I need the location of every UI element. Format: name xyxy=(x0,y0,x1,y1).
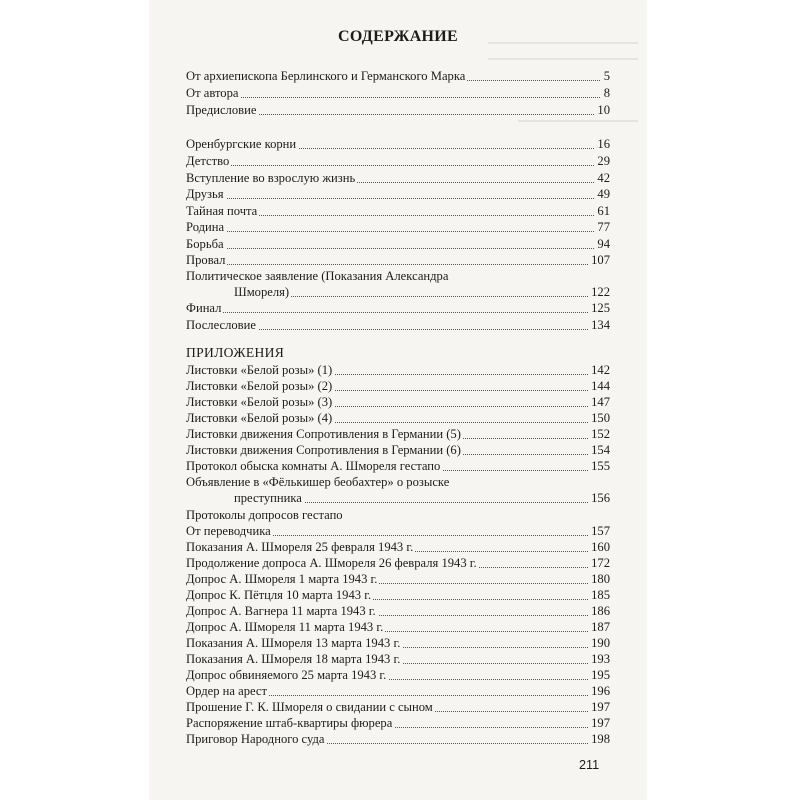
toc-entry-page: 122 xyxy=(588,284,610,300)
toc-entry-appendix xyxy=(186,619,610,635)
toc-entry-archbishop xyxy=(186,68,610,84)
toc-entry-page: 157 xyxy=(588,523,610,539)
toc-entry-appendix xyxy=(186,715,610,731)
toc-entry-statement xyxy=(234,284,610,300)
toc-entry-page: 144 xyxy=(588,378,610,394)
toc-entry-chapter xyxy=(186,219,610,235)
toc-entry-page: 94 xyxy=(594,236,610,252)
toc-entry-appendix xyxy=(186,731,610,747)
toc-entry-page: 195 xyxy=(588,667,610,683)
toc-entry-label: Листовки «Белой розы» (2) xyxy=(186,379,333,393)
appendix-heading: ПРИЛОЖЕНИЯ xyxy=(186,345,285,360)
leader-dots xyxy=(186,248,610,249)
page-number: 211 xyxy=(579,758,600,772)
toc-entry-statement-line1: Политическое заявление (Показания Александра xyxy=(186,269,449,283)
toc-entry-chapter xyxy=(186,170,610,186)
toc-entry-label: Допрос А. Шмореля 11 марта 1943 г. xyxy=(186,620,384,634)
toc-entry-label: Показания А. Шмореля 13 марта 1943 г. xyxy=(186,636,401,650)
toc-entry-page: 186 xyxy=(588,603,610,619)
leader-dots xyxy=(186,312,610,313)
toc-entry-label: Листовки «Белой розы» (1) xyxy=(186,363,333,377)
toc-entry-appendix xyxy=(186,394,610,410)
toc-entry-page: 196 xyxy=(588,683,610,699)
toc-entry-label: Допрос А. Вагнера 11 марта 1943 г. xyxy=(186,604,376,618)
leader-dots xyxy=(186,97,610,98)
toc-entry-page: 185 xyxy=(588,587,610,603)
toc-entry-chapter xyxy=(186,203,610,219)
toc-entry-page: 187 xyxy=(588,619,610,635)
toc-entry-page: 8 xyxy=(601,85,610,101)
toc-entry-label: Провал xyxy=(186,253,226,267)
toc-entry-appendix xyxy=(186,603,610,619)
toc-entry-label: От переводчика xyxy=(186,524,271,538)
toc-entry-appendix xyxy=(186,426,610,442)
toc-entry-page: 197 xyxy=(588,699,610,715)
toc-entry-chapter xyxy=(186,136,610,152)
toc-entry-final xyxy=(186,300,610,316)
toc-entry-label: Ордер на арест xyxy=(186,684,268,698)
toc-entry-page: 61 xyxy=(594,203,610,219)
leader-dots xyxy=(186,231,610,232)
toc-entry-label: Протокол обыска комнаты А. Шмореля гестапо xyxy=(186,459,441,473)
toc-entry-label: Прошение Г. К. Шмореля о свидании с сыном xyxy=(186,700,433,714)
leader-dots xyxy=(186,198,610,199)
toc-entry-appendix xyxy=(186,362,610,378)
toc-entry-page: 180 xyxy=(588,571,610,587)
toc-entry-page: 156 xyxy=(588,490,610,506)
toc-entry-label: Листовки «Белой розы» (4) xyxy=(186,411,333,425)
toc-entry-appendix xyxy=(186,683,610,699)
toc-entry-appendix xyxy=(186,410,610,426)
toc-entry-label: Приговор Народного суда xyxy=(186,732,325,746)
toc-entry-label: Оренбургские корни xyxy=(186,137,297,151)
toc-entry-label: Распоряжение штаб-квартиры фюрера xyxy=(186,716,393,730)
toc-entry-announcement-line1: Объявление в «Фёлькишер беобахтер» о розыске xyxy=(186,475,450,489)
toc-entry-appendix xyxy=(186,539,610,555)
toc-entry-appendix xyxy=(186,523,610,539)
toc-entry-page: 77 xyxy=(594,219,610,235)
toc-entry-page: 154 xyxy=(588,442,610,458)
toc-entry-page: 190 xyxy=(588,635,610,651)
toc-entry-page: 16 xyxy=(594,136,610,152)
toc-entry-label: Допрос А. Шмореля 1 марта 1943 г. xyxy=(186,572,378,586)
toc-entry-chapter xyxy=(186,186,610,202)
toc-entry-label: преступника xyxy=(234,491,302,505)
toc-entry-page: 29 xyxy=(594,153,610,169)
toc-entry-label: Послесловие xyxy=(186,318,256,332)
toc-entry-page: 49 xyxy=(594,186,610,202)
toc-entry-page: 134 xyxy=(588,317,610,333)
toc-entry-page: 142 xyxy=(588,362,610,378)
toc-entry-chapter xyxy=(186,236,610,252)
toc-entry-author xyxy=(186,85,610,101)
toc-entry-appendix xyxy=(186,458,610,474)
toc-entry-page: 193 xyxy=(588,651,610,667)
toc-entry-label: Шмореля) xyxy=(234,285,290,299)
toc-entry-page: 5 xyxy=(601,68,610,84)
toc-entry-label: Предисловие xyxy=(186,103,257,117)
toc-entry-label: Показания А. Шмореля 18 марта 1943 г. xyxy=(186,652,401,666)
toc-entry-label: Борьба xyxy=(186,237,224,251)
toc-entry-page: 10 xyxy=(594,102,610,118)
toc-entry-label: От автора xyxy=(186,86,239,100)
toc-entry-page: 42 xyxy=(594,170,610,186)
toc-entry-afterword xyxy=(186,317,610,333)
toc-entry-label: Листовки движения Сопротивления в Германии (6) xyxy=(186,443,461,457)
toc-entry-label: От архиепископа Берлинского и Германского Марка xyxy=(186,69,466,83)
toc-entry-label: Листовки «Белой розы» (3) xyxy=(186,395,333,409)
toc-entry-chapter xyxy=(186,252,610,268)
toc-entry-appendix xyxy=(186,635,610,651)
toc-entry-page: 147 xyxy=(588,394,610,410)
toc-entry-page: 197 xyxy=(588,715,610,731)
toc-entry-page: 150 xyxy=(588,410,610,426)
leader-dots xyxy=(186,264,610,265)
toc-entry-appendix xyxy=(186,699,610,715)
toc-entry-appendix xyxy=(186,442,610,458)
toc-entry-preface xyxy=(186,102,610,118)
toc-entry-label: Показания А. Шмореля 25 февраля 1943 г. xyxy=(186,540,414,554)
toc-entry-label: Друзья xyxy=(186,187,224,201)
toc-entry-page: 160 xyxy=(588,539,610,555)
toc-entry-appendix xyxy=(186,555,610,571)
toc-entry-label: Родина xyxy=(186,220,225,234)
toc-entry-page: 198 xyxy=(588,731,610,747)
toc-entry-label: Тайная почта xyxy=(186,204,258,218)
toc-entry-page: 107 xyxy=(588,252,610,268)
bleed-through-line xyxy=(518,120,638,122)
toc-entry-appendix xyxy=(186,651,610,667)
toc-entry-appendix xyxy=(186,571,610,587)
toc-entry-label: Вступление во взрослую жизнь xyxy=(186,171,356,185)
bleed-through-line xyxy=(488,58,638,60)
page-title: СОДЕРЖАНИЕ xyxy=(337,28,459,45)
toc-entry-chapter xyxy=(186,153,610,169)
toc-entry-label: Допрос К. Пётцля 10 марта 1943 г. xyxy=(186,588,372,602)
toc-entry-label: Листовки движения Сопротивления в Германии (5) xyxy=(186,427,461,441)
leader-dots xyxy=(186,165,610,166)
toc-entry-label: Продолжение допроса А. Шмореля 26 февраля 1943 г. xyxy=(186,556,477,570)
toc-entry-page: 155 xyxy=(588,458,610,474)
toc-entry-announcement xyxy=(234,490,610,506)
toc-entry-label: Детство xyxy=(186,154,230,168)
protocols-heading: Протоколы допросов гестапо xyxy=(186,508,343,522)
toc-entry-appendix xyxy=(186,587,610,603)
toc-entry-label: Допрос обвиняемого 25 марта 1943 г. xyxy=(186,668,387,682)
toc-entry-page: 152 xyxy=(588,426,610,442)
toc-entry-appendix xyxy=(186,667,610,683)
toc-entry-page: 125 xyxy=(588,300,610,316)
toc-entry-appendix xyxy=(186,378,610,394)
toc-entry-page: 172 xyxy=(588,555,610,571)
toc-entry-label: Финал xyxy=(186,301,222,315)
book-page xyxy=(150,0,646,800)
